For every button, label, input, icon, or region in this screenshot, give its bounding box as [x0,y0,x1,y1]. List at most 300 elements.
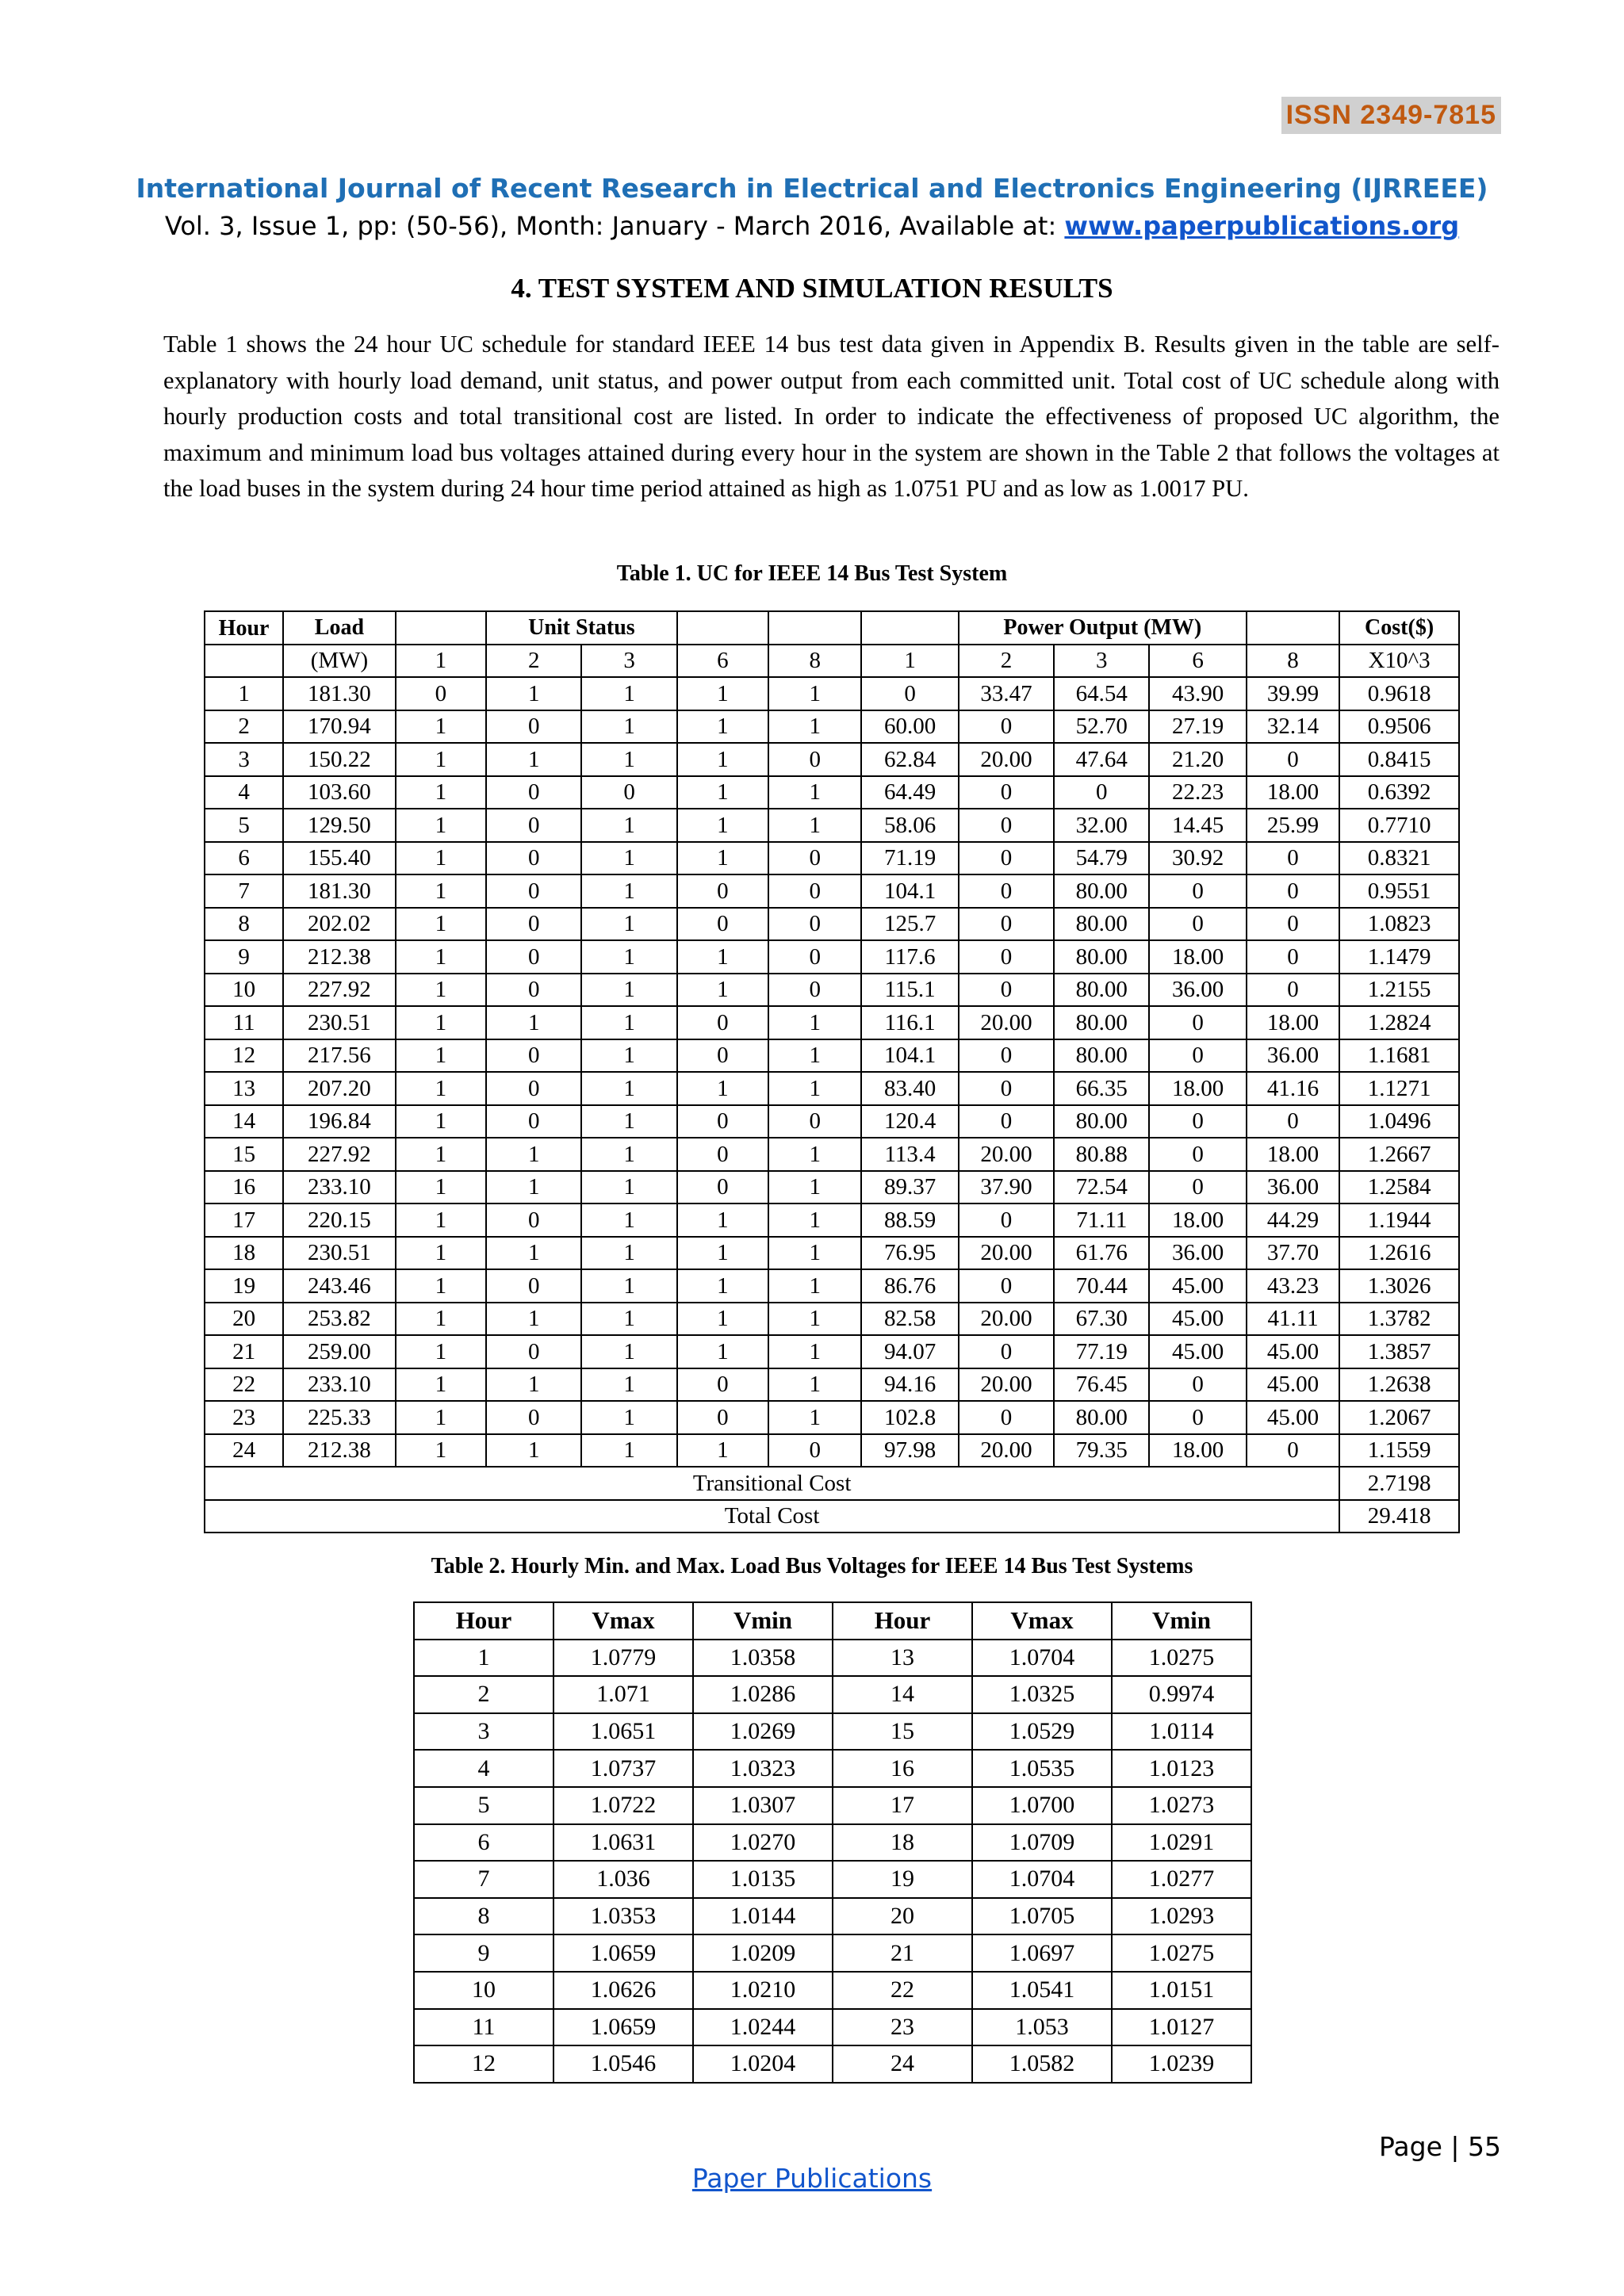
table-cell: 0 [486,908,581,941]
table-row [205,1401,1459,1434]
table-cell: 1 [677,940,768,974]
table-cell: 1 [581,1171,676,1204]
total-cost-row [205,1500,1459,1533]
column-header: Vmin [693,1602,833,1640]
table-cell: 1.0823 [1339,908,1459,941]
table-cell: 1.0209 [693,1934,833,1972]
table-cell: 1 [581,1203,676,1237]
table-cell: 1.0293 [1112,1898,1251,1935]
table-cell: 1.1681 [1339,1039,1459,1073]
voltage-table-body [414,1602,1251,2083]
table-row [414,1934,1251,1972]
table-cell: 94.07 [861,1335,958,1368]
table-cell: 3 [205,743,283,776]
table-cell: 1 [581,1401,676,1434]
table-cell: 1.0353 [553,1898,693,1935]
table-cell: 181.30 [283,874,396,908]
table-cell: 20.00 [959,1303,1054,1336]
table-cell: 67.30 [1054,1303,1149,1336]
table-cell: 1.0210 [693,1972,833,2009]
uc-table [204,610,1460,1533]
table-cell: 1 [677,1269,768,1303]
table-cell: 13 [833,1640,972,1677]
table-cell: 1.0275 [1112,1640,1251,1677]
table-cell: 212.38 [283,1434,396,1468]
table-cell: 1 [677,677,768,710]
table-row [205,1138,1459,1171]
table-cell: 3 [414,1713,553,1751]
subheader-cell: 6 [677,645,768,678]
table-cell: 1.1559 [1339,1434,1459,1468]
table-cell: 0 [768,743,861,776]
table-cell: 1.0582 [972,2045,1112,2083]
table-row [205,1072,1459,1105]
table-cell: 16 [205,1171,283,1204]
table-cell: 22.23 [1149,776,1246,809]
table-cell: 227.92 [283,1138,396,1171]
table-cell: 1.0704 [972,1861,1112,1898]
table-cell: 17 [833,1787,972,1824]
table-cell: 1.2824 [1339,1006,1459,1039]
table-cell: 1 [205,677,283,710]
subheader-cell: 8 [1247,645,1339,678]
table-cell: 0 [959,908,1054,941]
table-cell: 1.0631 [553,1824,693,1862]
table-cell: 4 [205,776,283,809]
table-cell: 170.94 [283,710,396,744]
table-cell: 1 [486,1138,581,1171]
table-cell: 233.10 [283,1368,396,1402]
table-cell: 0 [959,1203,1054,1237]
table-row [414,1640,1251,1677]
header-blank [1247,611,1339,645]
table-cell: 19 [833,1861,972,1898]
table-row [205,940,1459,974]
table-cell: 1 [677,974,768,1007]
table-row [205,1434,1459,1468]
table-row [205,1269,1459,1303]
table-row [205,677,1459,710]
column-header: Vmax [972,1602,1112,1640]
table-cell: 207.20 [283,1072,396,1105]
table-cell: 1.3782 [1339,1303,1459,1336]
table-cell: 1 [396,1039,486,1073]
table-cell: 116.1 [861,1006,958,1039]
table-cell: 1 [677,743,768,776]
table-cell: 129.50 [283,809,396,842]
table-cell: 1.0286 [693,1676,833,1713]
table-cell: 1 [768,1401,861,1434]
table-cell: 0 [1149,874,1246,908]
table-cell: 9 [414,1934,553,1972]
table-cell: 18.00 [1247,1006,1339,1039]
table-cell: 0 [677,908,768,941]
table-cell: 0 [1247,1105,1339,1138]
table-cell: 1 [396,1335,486,1368]
table-cell: 220.15 [283,1203,396,1237]
table-cell: 86.76 [861,1269,958,1303]
table-cell: 1.0239 [1112,2045,1251,2083]
table-cell: 30.92 [1149,842,1246,875]
table-cell: 1 [396,710,486,744]
table-cell: 1 [396,1237,486,1270]
table-cell: 1 [396,874,486,908]
table-cell: 45.00 [1149,1303,1246,1336]
table-cell: 1 [581,743,676,776]
table-cell: 12 [414,2045,553,2083]
table-cell: 1.036 [553,1861,693,1898]
table-cell: 1.0709 [972,1824,1112,1862]
table-cell: 0 [396,677,486,710]
table-cell: 43.90 [1149,677,1246,710]
table-cell: 1 [677,1237,768,1270]
table-cell: 2 [205,710,283,744]
table-subheader-row [205,645,1459,678]
table-cell: 45.00 [1149,1335,1246,1368]
table-cell: 0.7710 [1339,809,1459,842]
table-cell: 1 [677,1072,768,1105]
table-cell: 0 [677,1138,768,1171]
table-cell: 71.11 [1054,1203,1149,1237]
table-cell: 1 [768,1368,861,1402]
subheader-cell: 3 [581,645,676,678]
table-row [205,1368,1459,1402]
table-cell: 18.00 [1247,776,1339,809]
table-cell: 0 [486,710,581,744]
table-cell: 104.1 [861,874,958,908]
table-cell: 20.00 [959,743,1054,776]
table-cell: 196.84 [283,1105,396,1138]
table-row [205,1335,1459,1368]
table-cell: 20.00 [959,1138,1054,1171]
table-cell: 1.0204 [693,2045,833,2083]
table-cell: 0 [1149,1368,1246,1402]
table-cell: 1.2616 [1339,1237,1459,1270]
table-cell: 80.00 [1054,1401,1149,1434]
table-cell: 0 [768,842,861,875]
table-cell: 89.37 [861,1171,958,1204]
table-cell: 79.35 [1054,1434,1149,1468]
table-cell: 1 [581,1105,676,1138]
table-cell: 1.0651 [553,1713,693,1751]
table-cell: 0 [959,809,1054,842]
table-cell: 0 [1149,1138,1246,1171]
table-cell: 80.00 [1054,1006,1149,1039]
table-cell: 0 [1247,974,1339,1007]
table-cell: 1 [581,842,676,875]
table-cell: 27.19 [1149,710,1246,744]
table-cell: 13 [205,1072,283,1105]
header-blank [861,611,958,645]
uc-table-body [205,611,1459,1533]
table-cell: 1.0323 [693,1750,833,1787]
table-cell: 76.95 [861,1237,958,1270]
table-row [205,743,1459,776]
table-cell: 52.70 [1054,710,1149,744]
table-cell: 20.00 [959,1368,1054,1402]
table-cell: 0 [768,908,861,941]
table-cell: 1.0275 [1112,1934,1251,1972]
table-cell: 0 [959,776,1054,809]
table-cell: 54.79 [1054,842,1149,875]
table-cell: 1.0358 [693,1640,833,1677]
table-cell: 45.00 [1247,1335,1339,1368]
table-cell: 4 [414,1750,553,1787]
table-cell: 103.60 [283,776,396,809]
column-header: Vmin [1112,1602,1251,1640]
table-cell: 1 [396,1203,486,1237]
voltage-table [413,1601,1252,2084]
table-cell: 94.16 [861,1368,958,1402]
table-cell: 1 [768,1335,861,1368]
table-cell: 80.00 [1054,974,1149,1007]
header-blank [396,611,486,645]
table-cell: 0 [1247,940,1339,974]
table-cell: 37.70 [1247,1237,1339,1270]
table-cell: 1 [396,743,486,776]
table-cell: 230.51 [283,1006,396,1039]
table-cell: 0 [768,974,861,1007]
table-cell: 1.053 [972,2009,1112,2046]
table-row [205,809,1459,842]
table-cell: 19 [205,1269,283,1303]
total-cost-value: 29.418 [1339,1500,1459,1533]
table-cell: 233.10 [283,1171,396,1204]
subheader-cell: 1 [861,645,958,678]
table-cell: 0 [1149,1105,1246,1138]
table-cell: 0 [768,940,861,974]
table-row [414,1861,1251,1898]
hour-header: Hour [205,611,283,645]
table-cell: 11 [205,1006,283,1039]
table-cell: 45.00 [1149,1269,1246,1303]
table-cell: 18.00 [1149,1203,1246,1237]
table-row [414,1713,1251,1751]
table-cell: 5 [205,809,283,842]
table-cell: 1.0123 [1112,1750,1251,1787]
volume-text: Vol. 3, Issue 1, pp: (50-56), Month: January - March 2016, Available at: [164,211,1065,241]
table-cell: 80.88 [1054,1138,1149,1171]
table-row [414,1898,1251,1935]
table-cell: 23 [205,1401,283,1434]
total-cost-label: Total Cost [205,1500,1339,1533]
table-cell: 18 [833,1824,972,1862]
table-cell: 1.3026 [1339,1269,1459,1303]
table-cell: 0 [486,842,581,875]
table-cell: 82.58 [861,1303,958,1336]
table-cell: 1.0291 [1112,1824,1251,1862]
table-cell: 0 [1247,874,1339,908]
table-cell: 23 [833,2009,972,2046]
table-cell: 1 [768,1006,861,1039]
table-cell: 0 [677,1171,768,1204]
table-cell: 1 [581,1335,676,1368]
table-cell: 2 [414,1676,553,1713]
table-cell: 32.00 [1054,809,1149,842]
table-cell: 80.00 [1054,1105,1149,1138]
journal-website-link[interactable]: www.paperpublications.org [1064,211,1460,241]
table-cell: 0.9506 [1339,710,1459,744]
table-cell: 60.00 [861,710,958,744]
table-cell: 1 [486,1368,581,1402]
table-cell: 1 [581,710,676,744]
table-cell: 0 [677,1368,768,1402]
table-row [205,1006,1459,1039]
table-cell: 24 [205,1434,283,1468]
table-cell: 1.1944 [1339,1203,1459,1237]
table-cell: 10 [414,1972,553,2009]
table-cell: 0 [677,1006,768,1039]
table-cell: 0.8321 [1339,842,1459,875]
table-header-row [414,1602,1251,1640]
table-cell: 225.33 [283,1401,396,1434]
table-cell: 0 [486,1203,581,1237]
table-row [205,1039,1459,1073]
table-cell: 1 [486,1237,581,1270]
table-cell: 1 [396,1171,486,1204]
table-cell: 0 [1054,776,1149,809]
table-row [414,2009,1251,2046]
table-cell: 0 [486,809,581,842]
table-cell: 1 [396,1269,486,1303]
table-cell: 11 [414,2009,553,2046]
table-cell: 17 [205,1203,283,1237]
table-cell: 202.02 [283,908,396,941]
table-cell: 18.00 [1149,1434,1246,1468]
table-cell: 1.1271 [1339,1072,1459,1105]
table-cell: 1 [677,776,768,809]
table-cell: 83.40 [861,1072,958,1105]
header-blank [677,611,768,645]
table-cell: 0.8415 [1339,743,1459,776]
table-cell: 0 [959,1105,1054,1138]
table-cell: 1 [581,677,676,710]
table-cell: 1.0705 [972,1898,1112,1935]
table-cell: 104.1 [861,1039,958,1073]
unit-status-header: Unit Status [486,611,677,645]
table-cell: 1 [486,1303,581,1336]
table-cell: 1.0697 [972,1934,1112,1972]
table-cell: 1.0496 [1339,1105,1459,1138]
table-cell: 0 [1149,908,1246,941]
power-output-header: Power Output (MW) [959,611,1247,645]
table-cell: 14 [833,1676,972,1713]
transitional-cost-row [205,1467,1459,1500]
cost-header: Cost($) [1339,611,1459,645]
subheader-cell: 2 [959,645,1054,678]
table-row [205,1105,1459,1138]
table-cell: 64.49 [861,776,958,809]
table-cell: 1.2067 [1339,1401,1459,1434]
table-cell: 72.54 [1054,1171,1149,1204]
table-cell: 0 [1149,1171,1246,1204]
table-cell: 120.4 [861,1105,958,1138]
table-cell: 115.1 [861,974,958,1007]
table-cell: 15 [833,1713,972,1751]
table-cell: 0 [677,1039,768,1073]
table-cell: 44.29 [1247,1203,1339,1237]
table-cell: 33.47 [959,677,1054,710]
subheader-cell: 8 [768,645,861,678]
table-cell: 1.0135 [693,1861,833,1898]
table-cell: 1 [581,1006,676,1039]
table-cell: 18.00 [1149,940,1246,974]
table-cell: 0 [581,776,676,809]
table-cell: 253.82 [283,1303,396,1336]
table-cell: 0 [1247,842,1339,875]
table-row [205,1203,1459,1237]
table-cell: 1.071 [553,1676,693,1713]
table-cell: 125.7 [861,908,958,941]
column-header: Hour [414,1602,553,1640]
table-cell: 0.9974 [1112,1676,1251,1713]
table-cell: 66.35 [1054,1072,1149,1105]
table2-caption: Table 2. Hourly Min. and Max. Load Bus Voltages for IEEE 14 Bus Test Systems [431,1554,1193,1578]
table-cell: 9 [205,940,283,974]
table-cell: 0 [959,1401,1054,1434]
table-cell: 0 [486,940,581,974]
transitional-cost-label: Transitional Cost [205,1467,1339,1500]
table-cell: 181.30 [283,677,396,710]
table-cell: 21 [833,1934,972,1972]
table-cell: 1 [396,1434,486,1468]
table-cell: 259.00 [283,1335,396,1368]
journal-title: International Journal of Recent Research in Electrical and Electronics Engineering (IJRREEE) [136,173,1488,204]
table-cell: 1 [486,1006,581,1039]
subheader-cell: (MW) [283,645,396,678]
table-cell: 1.0151 [1112,1972,1251,2009]
table-cell: 1.0269 [693,1713,833,1751]
table-cell: 70.44 [1054,1269,1149,1303]
table-cell: 1.2638 [1339,1368,1459,1402]
table-cell: 47.64 [1054,743,1149,776]
table-cell: 155.40 [283,842,396,875]
table-cell: 1.0737 [553,1750,693,1787]
table-cell: 1.0244 [693,2009,833,2046]
table-cell: 0 [486,1401,581,1434]
table-cell: 227.92 [283,974,396,1007]
publisher-link[interactable]: Paper Publications [691,2163,933,2194]
table-cell: 45.00 [1247,1401,1339,1434]
table-cell: 0 [1149,1401,1246,1434]
table-cell: 1 [414,1640,553,1677]
table-row [205,1303,1459,1336]
table-cell: 1 [768,1203,861,1237]
table-cell: 1 [396,809,486,842]
table-cell: 0 [677,874,768,908]
table-cell: 1 [396,940,486,974]
issn-badge: ISSN 2349-7815 [1281,97,1501,134]
table-cell: 5 [414,1787,553,1824]
table-cell: 1 [396,1368,486,1402]
table-cell: 64.54 [1054,677,1149,710]
table-cell: 0 [768,874,861,908]
table-cell: 1 [768,1039,861,1073]
table-cell: 1 [768,1303,861,1336]
table-row [414,1676,1251,1713]
table-cell: 0 [1149,1006,1246,1039]
body-paragraph: Table 1 shows the 24 hour UC schedule for standard IEEE 14 bus test data given in Appendix B. Results given in the table are self-explanatory with hourly load demand, unit status, and power output from each committed unit. Total cost of UC schedule along with hourly production costs and total transitional cost are listed. In order to indicate the effectiveness of proposed UC algorithm, the maximum and minimum load bus voltages attained during every hour in the system are shown in the Table 2 that follows the voltages at the load buses in the system during 24 hour time period attained as high as 1.0751 PU and as low as 1.0017 PU. [163,331,1500,502]
table-cell: 22 [833,1972,972,2009]
table-cell: 7 [414,1861,553,1898]
table-cell: 1 [677,809,768,842]
table-cell: 6 [205,842,283,875]
table-cell: 80.00 [1054,874,1149,908]
table-cell: 1 [677,1434,768,1468]
table-cell: 14 [205,1105,283,1138]
table-cell: 1 [581,1434,676,1468]
table-cell: 97.98 [861,1434,958,1468]
